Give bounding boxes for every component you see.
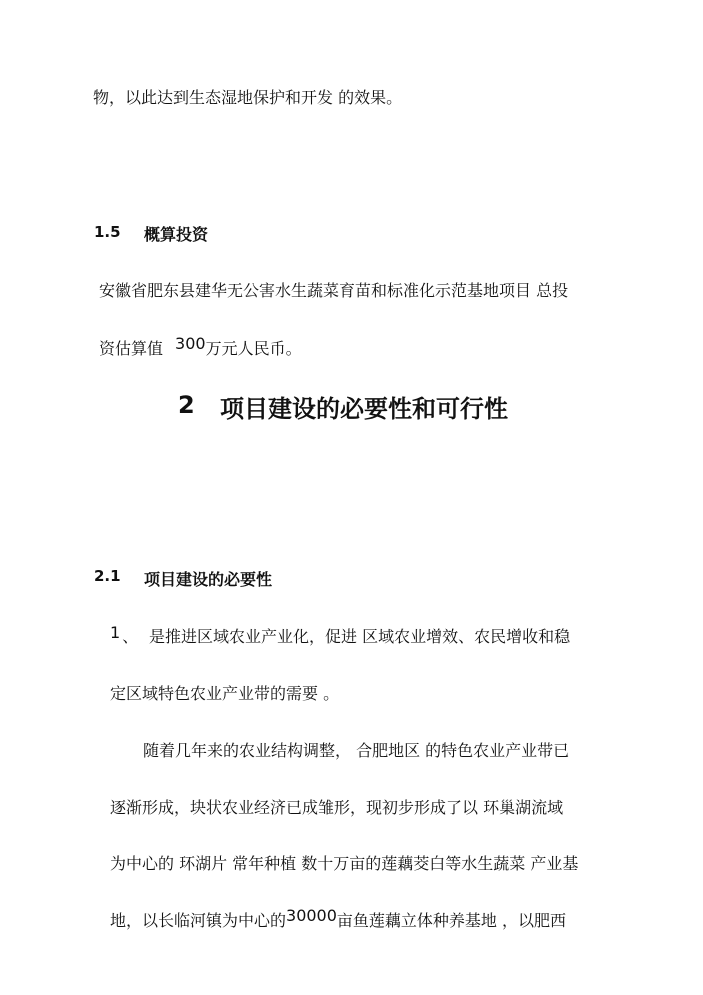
paragraph-line: 随着几年来的农业结构调整， 合肥地区 的特色农业产业带已 <box>143 741 570 760</box>
intro-text-line: 物，以此达到生态湿地保护和开发 的效果。 <box>93 88 403 107</box>
paragraph-text: 万元人民币。 <box>205 339 302 358</box>
paragraph-line: 为中心的 环湖片 常年种植 数十万亩的莲藕茭白等水生蔬菜 产业基 <box>110 854 579 873</box>
section-number: 2.1 <box>94 567 121 585</box>
paragraph-line <box>99 334 302 360</box>
paragraph-text: 资估算值 <box>99 339 164 358</box>
investment-amount: 300 <box>175 334 206 353</box>
chapter-title: 项目建设的必要性和可行性 <box>220 395 508 423</box>
paragraph-text: 地，以长临河镇为中心的 <box>110 911 287 930</box>
section-title: 项目建设的必要性 <box>144 570 273 589</box>
paragraph-line: 逐渐形成，块状农业经济已成雏形，现初步形成了以 环巢湖流域 <box>110 798 564 817</box>
section-title: 概算投资 <box>144 225 209 244</box>
area-amount: 30000 <box>286 906 337 925</box>
paragraph-text: 亩鱼莲藕立体种养基地 ，以肥西 <box>336 911 567 930</box>
list-item-text: 是推进区域农业产业化，促进 区域农业增效、农民增收和稳 <box>149 627 571 646</box>
list-item-number: 1 、 <box>110 623 139 646</box>
paragraph-line: 安徽省肥东县建华无公害水生蔬菜育苗和标准化示范基地项目 总投 <box>99 281 569 300</box>
section-number: 1.5 <box>94 223 121 241</box>
list-item-text: 定区域特色农业产业带的需要 。 <box>110 684 340 703</box>
paragraph-line <box>110 906 567 932</box>
chapter-number: 2 <box>178 391 195 419</box>
